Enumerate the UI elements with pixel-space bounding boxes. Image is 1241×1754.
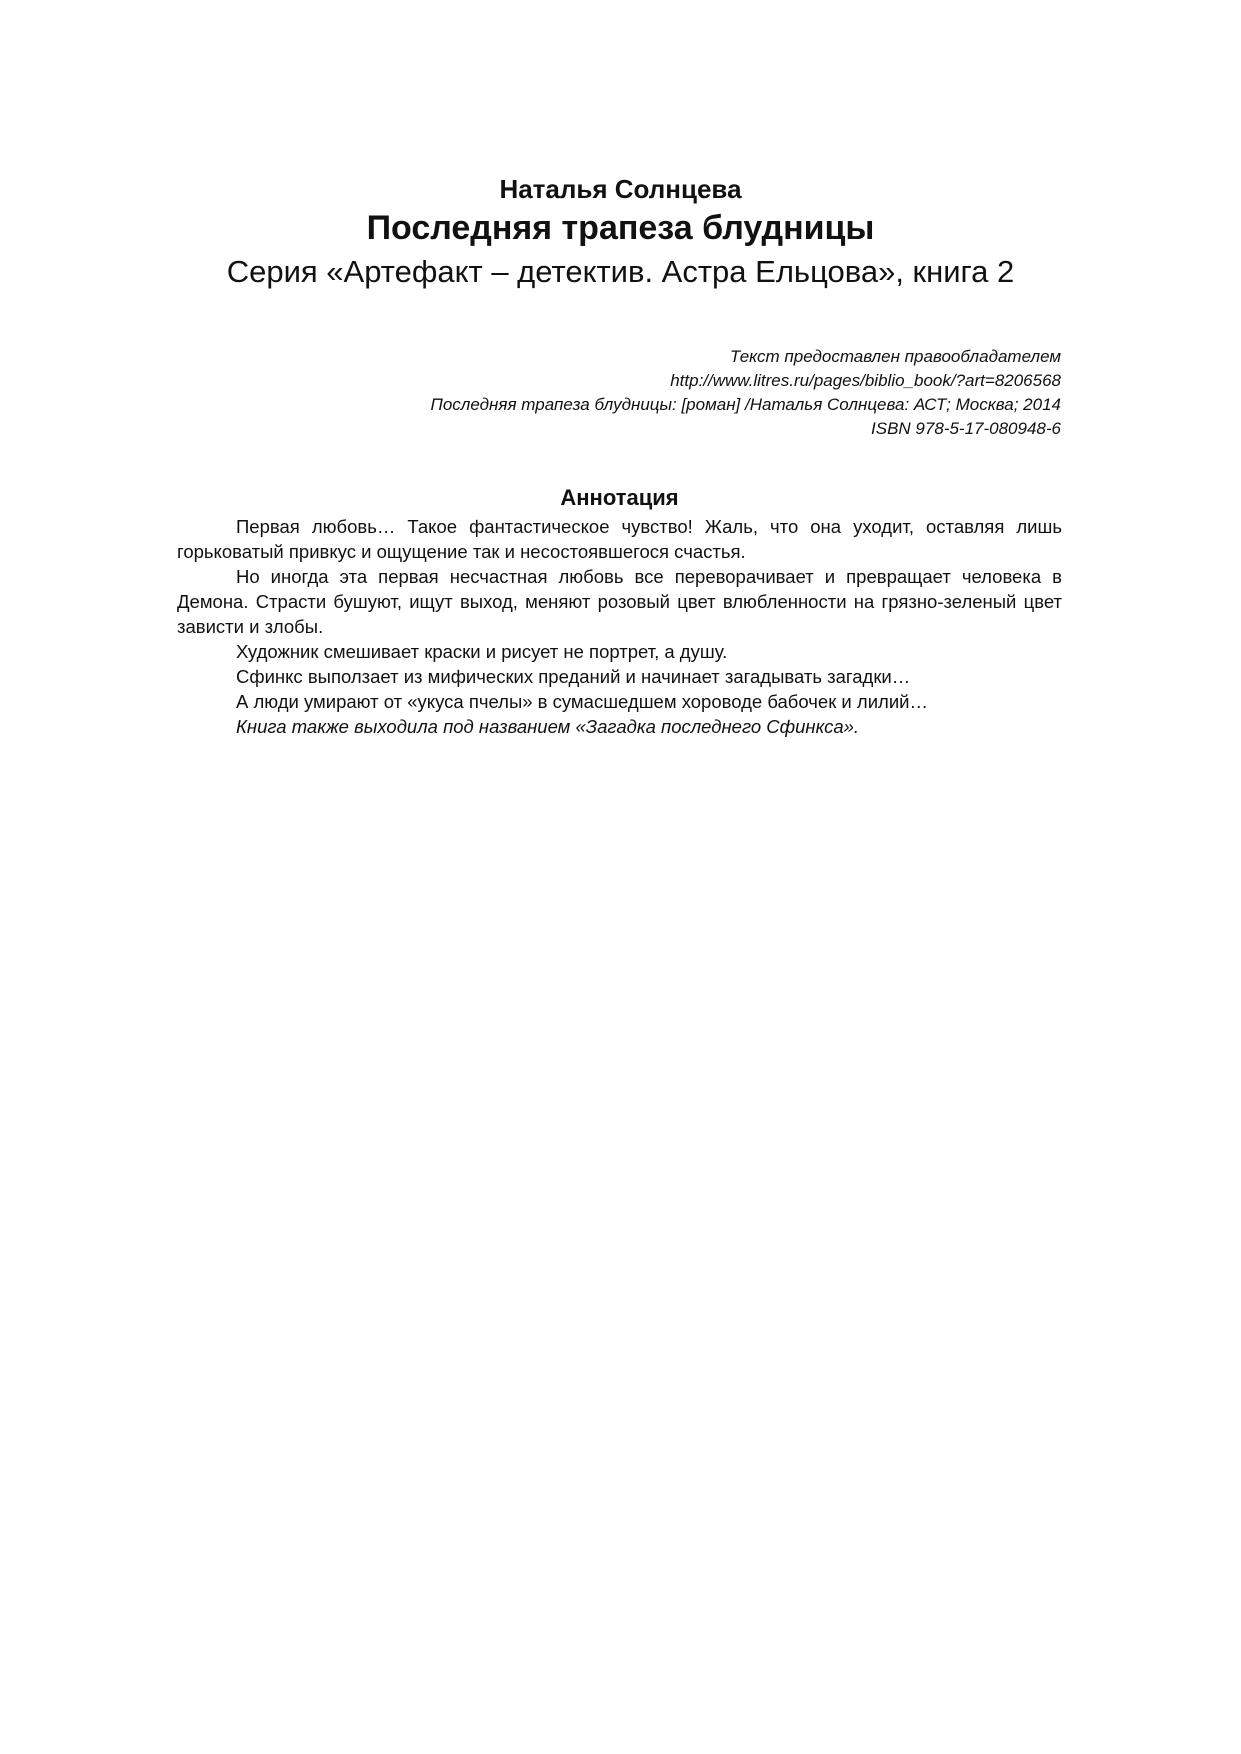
book-title: Последняя трапеза блудницы bbox=[366, 209, 875, 247]
book-header bbox=[0, 172, 1241, 294]
annotation-section bbox=[177, 483, 1062, 739]
annotation-paragraph: Первая любовь… Такое фантастическое чувство! Жаль, что она уходит, оставляя лишь горьковатый привкус и ощущение так и несостоявшегося счастья. bbox=[177, 516, 1062, 562]
imprint-block bbox=[161, 345, 1061, 441]
imprint-provided-by: Текст предоставлен правообладателем bbox=[729, 347, 1061, 366]
imprint-url: http://www.litres.ru/pages/biblio_book/?art=8206568 bbox=[670, 371, 1061, 390]
imprint-isbn: ISBN 978-5-17-080948-6 bbox=[871, 419, 1061, 438]
imprint-citation: Последняя трапеза блудницы: [роман] /Наталья Солнцева: АСТ; Москва; 2014 bbox=[430, 395, 1061, 414]
annotation-paragraph: Но иногда эта первая несчастная любовь все переворачивает и превращает человека в Демона. Страсти бушуют, ищут выход, меняют розовый цвет влюбленности на грязно-зеленый цвет зависти и злобы. bbox=[177, 566, 1062, 637]
series-line: Серия «Артефакт – детектив. Астра Ельцова», книга 2 bbox=[226, 254, 1015, 289]
annotation-heading: Аннотация bbox=[560, 485, 679, 510]
author-name: Наталья Солнцева bbox=[499, 174, 742, 204]
annotation-note: Книга также выходила под названием «Загадка последнего Сфинкса». bbox=[236, 716, 860, 737]
annotation-paragraph: Сфинкс выползает из мифических преданий и начинает загадывать загадки… bbox=[236, 666, 911, 687]
annotation-paragraph: А люди умирают от «укуса пчелы» в сумасшедшем хороводе бабочек и лилий… bbox=[236, 691, 928, 712]
annotation-paragraph: Художник смешивает краски и рисует не портрет, а душу. bbox=[236, 641, 728, 662]
